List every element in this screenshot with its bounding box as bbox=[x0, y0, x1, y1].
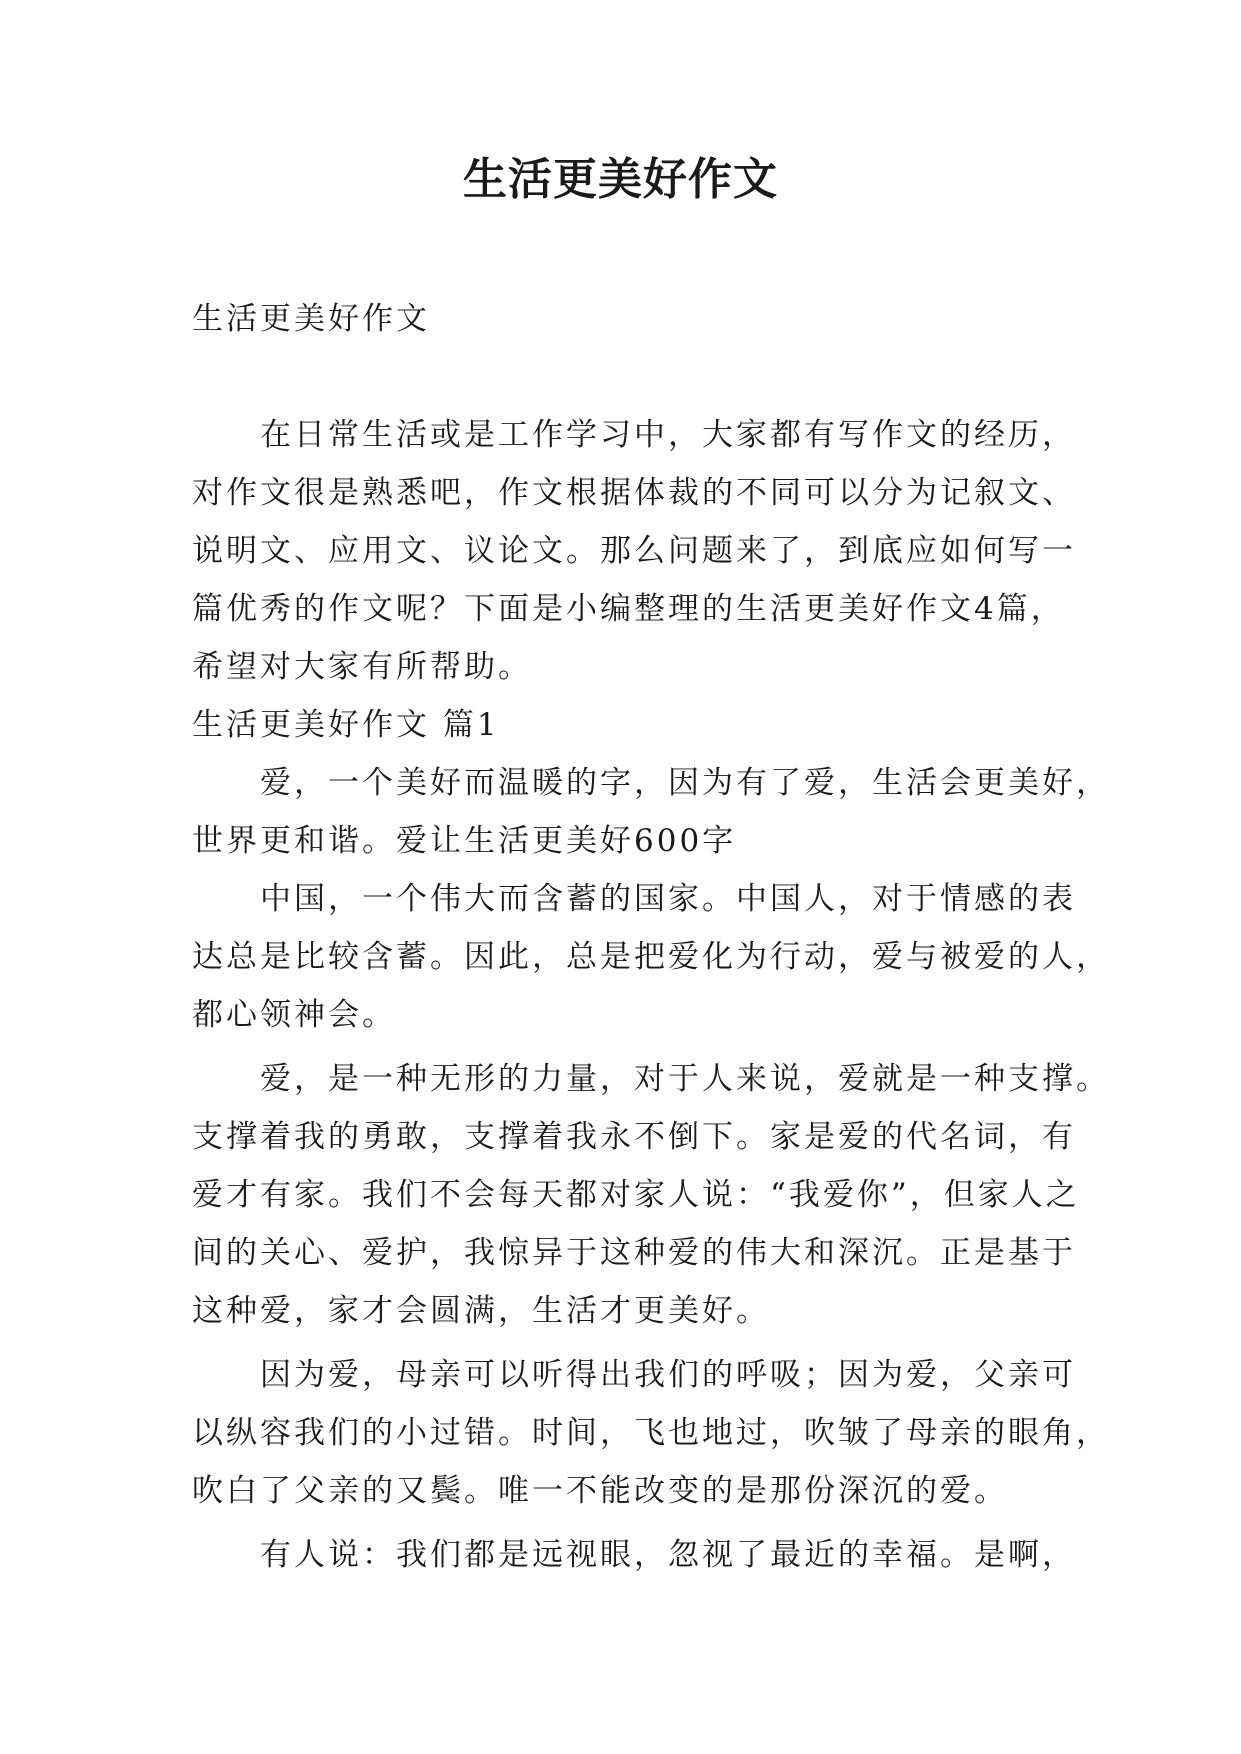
document-body bbox=[192, 290, 1110, 1584]
paragraph-line: 以纵容我们的小过错。时间，飞也地过，吹皱了母亲的眼角， bbox=[192, 1415, 1110, 1451]
paragraph bbox=[192, 1526, 1076, 1584]
paragraph-line: 间的关心、爱护，我惊异于这种爱的伟大和深沉。正是基于 bbox=[192, 1235, 1076, 1271]
subtitle: 生活更美好作文 bbox=[192, 301, 430, 337]
paragraph-line: 爱才有家。我们不会每天都对家人说：“我爱你”，但家人之 bbox=[192, 1177, 1080, 1213]
paragraph-line: 吹白了父亲的又鬓。唯一不能改变的是那份深沉的爱。 bbox=[192, 1473, 1008, 1509]
paragraph-line: 希望对大家有所帮助。 bbox=[192, 649, 532, 685]
paragraph bbox=[192, 1050, 1110, 1340]
paragraph-line: 爱，一个美好而温暖的字，因为有了爱，生活会更美好， bbox=[260, 765, 1110, 801]
intro-paragraph bbox=[192, 406, 1076, 696]
paragraph bbox=[192, 1346, 1110, 1520]
section-heading: 生活更美好作文 篇1 bbox=[192, 707, 500, 743]
paragraph-line: 爱，是一种无形的力量，对于人来说，爱就是一种支撑。 bbox=[260, 1061, 1110, 1097]
paragraph-line: 对作文很是熟悉吧，作文根据体裁的不同可以分为记叙文、 bbox=[192, 475, 1076, 511]
paragraph-line: 在日常生活或是工作学习中，大家都有写作文的经历， bbox=[260, 417, 1076, 453]
paragraph-line: 篇优秀的作文呢？下面是小编整理的生活更美好作文4篇， bbox=[192, 591, 1065, 627]
paragraph-line: 世界更和谐。爱让生活更美好600字 bbox=[192, 823, 737, 859]
paragraph-line: 都心领神会。 bbox=[192, 997, 396, 1033]
document-title: 生活更美好作文 bbox=[463, 154, 778, 205]
paragraph-line: 说明文、应用文、议论文。那么问题来了，到底应如何写一 bbox=[192, 533, 1076, 569]
paragraph-line: 因为爱，母亲可以听得出我们的呼吸；因为爱，父亲可 bbox=[260, 1357, 1076, 1393]
paragraph-line: 有人说：我们都是远视眼，忽视了最近的幸福。是啊， bbox=[260, 1537, 1076, 1573]
spacer bbox=[192, 348, 1072, 406]
paragraph bbox=[192, 754, 1110, 870]
paragraph-line: 达总是比较含蓄。因此，总是把爱化为行动，爱与被爱的人， bbox=[192, 939, 1110, 975]
paragraph-line: 这种爱，家才会圆满，生活才更美好。 bbox=[192, 1293, 770, 1329]
paragraph bbox=[192, 870, 1110, 1044]
paragraph-line: 中国，一个伟大而含蓄的国家。中国人，对于情感的表 bbox=[260, 881, 1076, 917]
paragraph-line: 支撑着我的勇敢，支撑着我永不倒下。家是爱的代名词，有 bbox=[192, 1119, 1076, 1155]
